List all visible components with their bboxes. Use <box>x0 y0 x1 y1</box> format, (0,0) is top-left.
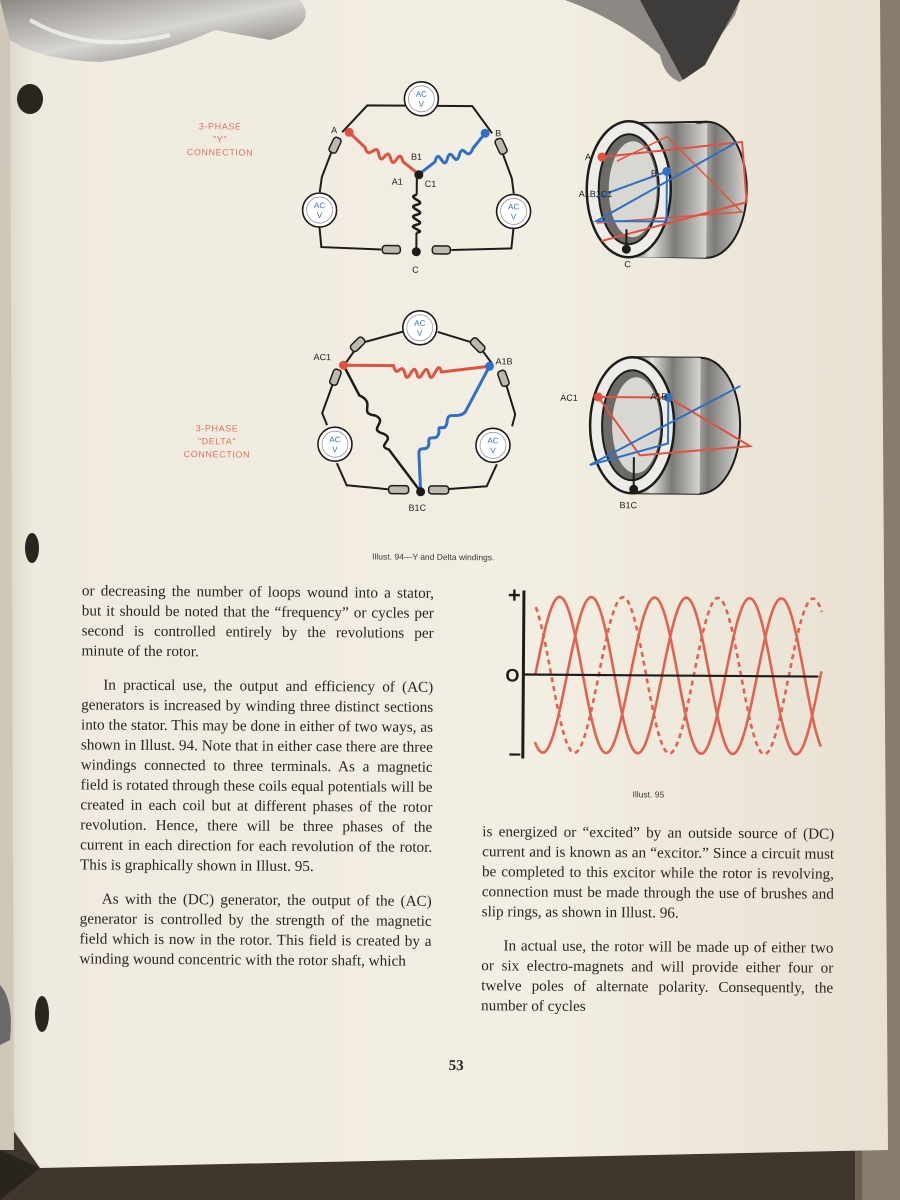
paragraph-1: or decreasing the number of loops wound into a stator, but it should be noted that the “frequency” or cycles per second is controlled entirely by the revolutions per minute of the rotor. <box>81 582 434 661</box>
y-connection-label <box>175 120 265 160</box>
paragraph-3: As with the (DC) generator, the output of the (AC) generator is controlled by the strength of the magnetic field which is now in the rotor. This field is created by a winding wound concentric with the rotor shaft, which <box>79 890 432 970</box>
book-page <box>10 0 890 1171</box>
meter-label-v: V <box>490 446 496 456</box>
ac-voltmeter-top <box>404 82 438 116</box>
ac-voltmeter-right <box>496 194 530 228</box>
label-line-1: 3-PHASE <box>195 423 239 434</box>
meter-label-ac: AC <box>314 201 326 211</box>
right-text-column <box>481 822 834 1032</box>
coil-c-black <box>413 195 420 233</box>
stator-label-ac1: AC1 <box>560 392 578 403</box>
meter-label-v: V <box>316 211 323 221</box>
meter-label-ac: AC <box>414 318 426 328</box>
label-line-2: "Y" <box>212 134 228 145</box>
meter-label-v: V <box>417 328 423 338</box>
stator-label-b1c: B1C <box>619 500 638 511</box>
plus-label: + <box>507 582 521 608</box>
terminal-label-c1: C1 <box>424 178 437 189</box>
coil-b-blue <box>421 133 485 173</box>
stator-label-c: C <box>624 259 631 270</box>
three-phase-wave-chart <box>493 580 834 772</box>
delta-stator-drawing <box>549 345 760 516</box>
meter-label-ac: AC <box>329 435 341 445</box>
terminal-label-b1: B1 <box>410 151 423 162</box>
paragraph-5: In actual use, the rotor will be made up of either two or six electro-magnets and will provide either four or twelve poles of alternate polarity. Consequently, the number of cycles <box>480 937 834 1015</box>
ac-voltmeter-left <box>318 427 352 461</box>
illustration-94-caption: Illust. 94—Y and Delta windings. <box>372 551 495 563</box>
delta-connection-schematic <box>296 303 538 521</box>
meter-label-v: V <box>332 445 338 455</box>
y-connection-schematic <box>286 77 547 279</box>
coil-right-blue <box>419 366 490 492</box>
paragraph-4: is energized or “excited” by an outside source of (DC) current and is known as an “excitor.” Since a circuit must be completed to this excitor while the rotor is revolving, connection must be made through the use of brushes and slip rings, as shown in Illust. 96. <box>481 823 835 922</box>
ac-voltmeter-top <box>403 311 437 345</box>
meter-label-ac: AC <box>415 89 428 99</box>
page-number: 53 <box>448 1058 464 1075</box>
coil-left-black <box>343 365 422 492</box>
meter-label-ac: AC <box>508 202 520 212</box>
label-line-3: CONNECTION <box>183 449 251 460</box>
stator-label-a: A <box>584 151 592 162</box>
left-text-column <box>79 581 434 985</box>
terminal-label-b: B <box>495 128 502 139</box>
coil-top-red <box>343 365 489 378</box>
delta-connection-label <box>171 422 263 462</box>
zero-label: O <box>505 665 520 686</box>
minus-label: – <box>508 740 522 766</box>
y-stator-drawing <box>556 101 767 272</box>
label-line-2: "DELTA" <box>197 436 237 447</box>
label-line-1: 3-PHASE <box>198 121 242 132</box>
paragraph-2: In practical use, the output and efficiency of (AC) generators is increased by winding three distinct sections into the stator. This may be done in either of two ways, as shown in Illust. 94. Note that in either case there are three windings connected to three terminals. As a magnetic field is rotated through these coils equal potentials will be created in each coil but at different phases of the rotor revolution. Hence, there will be three phases of the current in each direction for each revolution of the rotor. This is graphically shown in Illust. 95. <box>79 676 434 876</box>
terminal-label-ac1: AC1 <box>313 352 332 363</box>
label-line-3: CONNECTION <box>186 147 254 158</box>
meter-label-ac: AC <box>487 436 499 446</box>
ac-voltmeter-right <box>476 428 510 462</box>
terminal-label-b1c: B1C <box>408 502 427 513</box>
terminal-label-a1b: A1B <box>495 356 513 367</box>
stator-label-b: B <box>650 168 657 179</box>
ac-voltmeter-left <box>302 193 336 227</box>
terminal-label-a: A <box>331 125 338 136</box>
meter-label-v: V <box>418 99 425 109</box>
stator-label-a1b1c1: A1B1C1 <box>578 188 613 200</box>
terminal-label-a1: A1 <box>391 176 403 187</box>
terminal-label-c: C <box>412 264 419 275</box>
stator-label-a1b: A1B <box>650 391 668 402</box>
illustration-95-caption: Illust. 95 <box>632 789 665 800</box>
meter-label-v: V <box>510 212 517 222</box>
coil-a-red <box>349 132 417 172</box>
